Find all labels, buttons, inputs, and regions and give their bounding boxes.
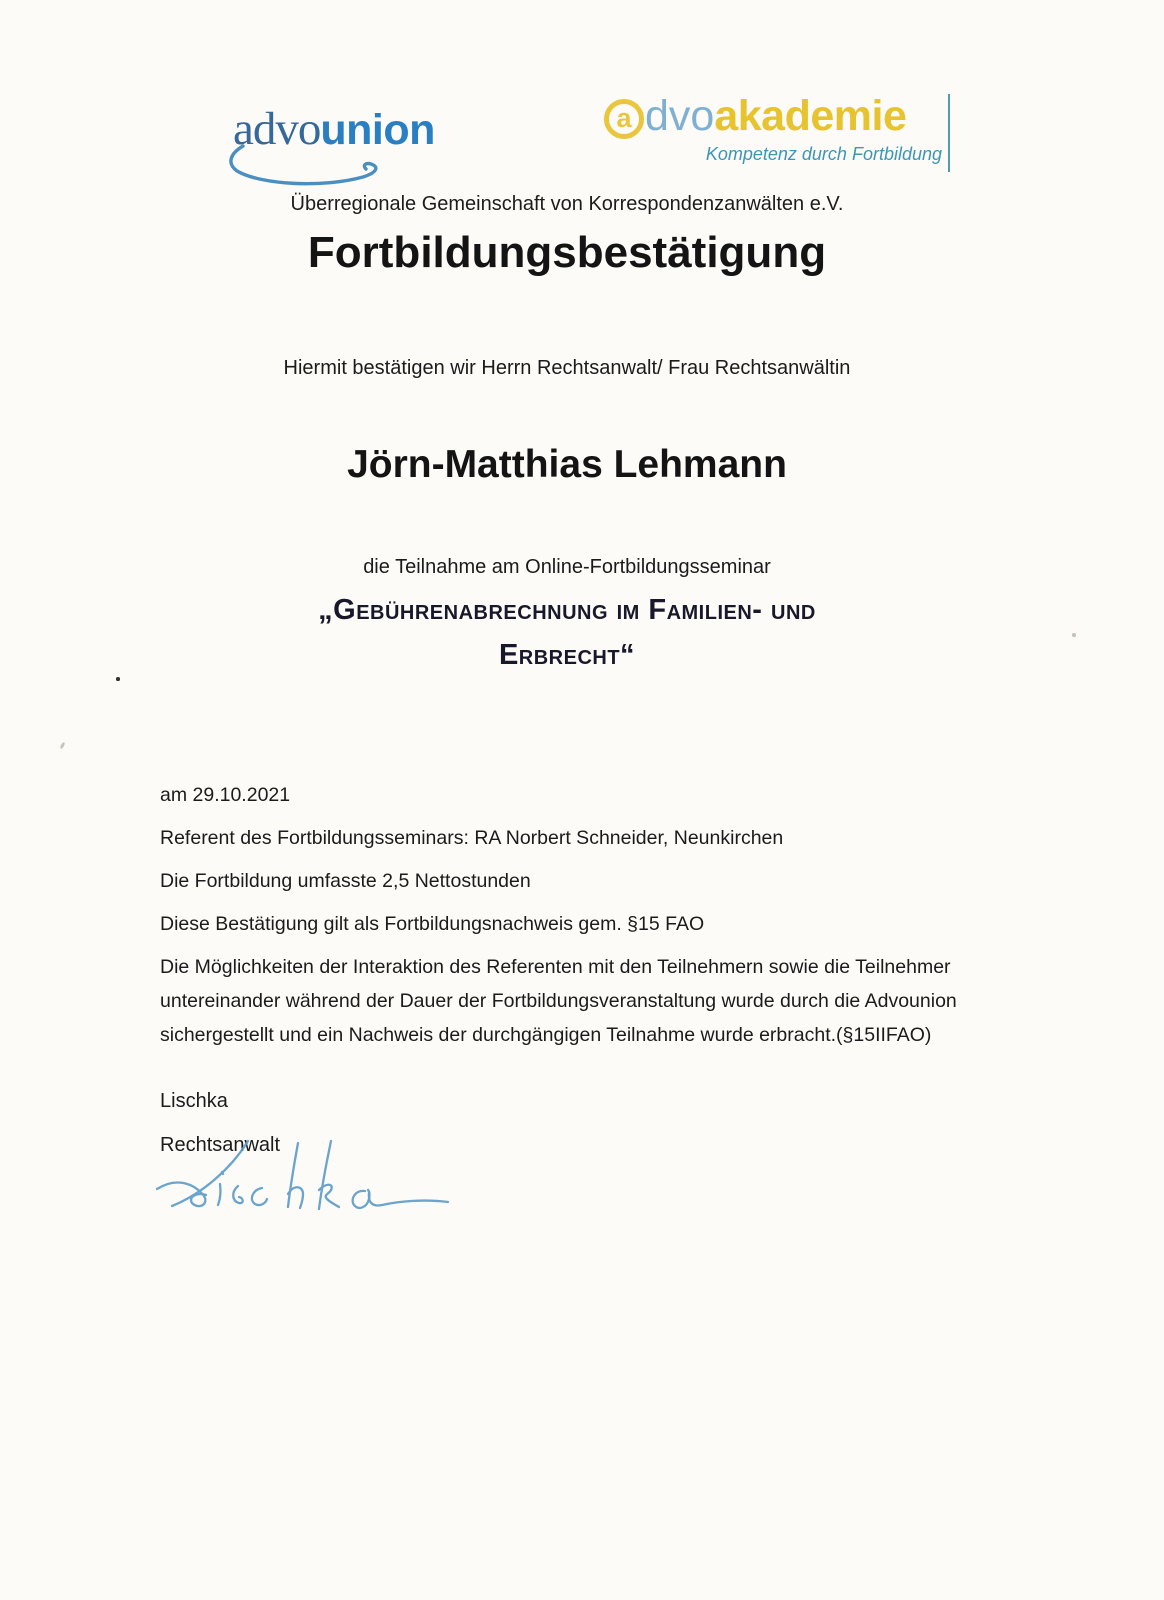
detail-speaker: Referent des Fortbildungsseminars: RA Norbert Schneider, Neunkirchen <box>160 827 784 849</box>
advounion-wordmark-bold: union <box>320 106 435 154</box>
salutation-line: Hiermit bestätigen wir Herrn Rechtsanwalt/ Frau Rechtsanwältin <box>283 357 851 379</box>
logo-divider-line <box>948 94 950 172</box>
advounion-logo <box>233 102 435 156</box>
seminar-title-line-1: „Gebührenabrechnung im Familien- und <box>318 594 816 626</box>
advounion-swoosh-icon <box>227 144 395 190</box>
seminar-title <box>0 588 1134 678</box>
seminar-title-line-2: Erbrecht“ <box>498 639 636 671</box>
detail-interaction-paragraph: Die Möglichkeiten der Interaktion des Referenten mit den Teilnehmern sowie die Teilnehmer untereinander während der Dauer der Fortbildungsveranstaltung wurde durch die Advounion sichergestellt und ein Nachweis der durchgängigen Teilnahme wurde erbracht.(§15IIFAO) <box>160 956 957 1046</box>
signer-name: Lischka <box>160 1090 228 1112</box>
advoakademie-logo <box>604 92 948 165</box>
detail-date: am 29.10.2021 <box>160 784 291 806</box>
scan-speck <box>1072 633 1076 637</box>
advoakademie-wordmark-bold: akademie <box>714 92 907 140</box>
advoakademie-tagline: Kompetenz durch Fortbildung <box>705 144 942 164</box>
detail-fao-note: Diese Bestätigung gilt als Fortbildungsnachweis gem. §15 FAO <box>160 913 705 935</box>
signer-role: Rechtsanwalt <box>160 1134 281 1156</box>
scan-speck <box>116 677 120 681</box>
participation-line: die Teilnahme am Online-Fortbildungsseminar <box>363 556 771 578</box>
document-title: Fortbildungsbestätigung <box>307 228 827 277</box>
advoakademie-wordmark-light: dvo <box>645 92 715 140</box>
advounion-wordmark-serif: advo <box>233 103 321 155</box>
scan-speck <box>60 742 66 750</box>
handwritten-signature <box>148 1115 468 1215</box>
organization-line: Überregionale Gemeinschaft von Korrespondenzanwälten e.V. <box>290 193 844 215</box>
attendee-name: Jörn-Matthias Lehmann <box>347 443 787 486</box>
details-block <box>160 778 992 1061</box>
detail-duration: Die Fortbildung umfasste 2,5 Nettostunden <box>160 870 531 892</box>
advoakademie-a-icon: a <box>604 99 644 139</box>
